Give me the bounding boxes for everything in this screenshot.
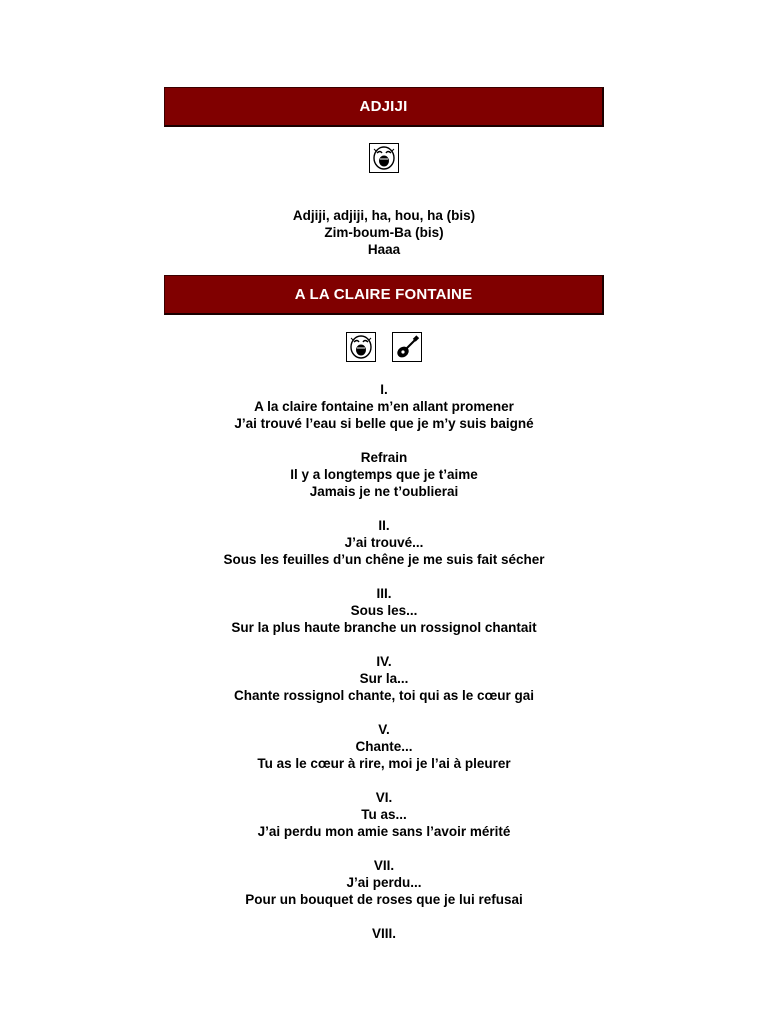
lyric-blank-line bbox=[0, 840, 768, 857]
lyric-blank-line bbox=[0, 568, 768, 585]
song-title-a-la-claire-fontaine bbox=[164, 275, 604, 315]
lyric-line: Il y a longtemps que je t’aime bbox=[290, 467, 478, 482]
lyric-line: Chante rossignol chante, toi qui as le cœur gai bbox=[233, 688, 535, 703]
lyric-blank-line bbox=[0, 908, 768, 925]
song-icons-a-la-claire-fontaine bbox=[0, 332, 768, 362]
lyric-line: J’ai trouvé l’eau si belle que je m’y suis baigné bbox=[234, 416, 534, 431]
lyric-line: III. bbox=[376, 586, 392, 601]
lyric-blank-line bbox=[0, 704, 768, 721]
song-lyrics-a-la-claire-fontaine bbox=[0, 381, 768, 942]
singing-face-icon bbox=[346, 332, 376, 362]
lyric-line: VIII. bbox=[371, 926, 396, 941]
lyric-line: V. bbox=[378, 722, 390, 737]
lyric-blank-line bbox=[0, 432, 768, 449]
lyric-line: VII. bbox=[373, 858, 395, 873]
lyric-line: Sous les... bbox=[350, 603, 418, 618]
song-lyrics-adjiji bbox=[0, 207, 768, 258]
lyric-line: Chante... bbox=[355, 739, 413, 754]
lyric-blank-line bbox=[0, 772, 768, 789]
lyric-line: Tu as le cœur à rire, moi je l’ai à pleurer bbox=[257, 756, 511, 771]
lyric-blank-line bbox=[0, 500, 768, 517]
lyric-line: Haaa bbox=[367, 242, 401, 257]
lyric-line: J’ai perdu mon amie sans l’avoir mérité bbox=[257, 824, 511, 839]
lyric-line: I. bbox=[380, 382, 388, 397]
lyric-line: Refrain bbox=[360, 450, 408, 465]
song-title: A LA CLAIRE FONTAINE bbox=[294, 286, 473, 303]
lyric-line: Adjiji, adjiji, ha, hou, ha (bis) bbox=[292, 208, 476, 223]
lyric-line: Pour un bouquet de roses que je lui refusai bbox=[245, 892, 523, 907]
lyric-line: IV. bbox=[376, 654, 392, 669]
lyric-line: VI. bbox=[375, 790, 393, 805]
lyric-line: Sous les feuilles d’un chêne je me suis fait sécher bbox=[223, 552, 545, 567]
singing-face-icon bbox=[369, 143, 399, 173]
lyric-line: Sur la... bbox=[359, 671, 409, 686]
lyric-blank-line bbox=[0, 636, 768, 653]
lyric-line: Sur la plus haute branche un rossignol chantait bbox=[231, 620, 537, 635]
song-title-adjiji bbox=[164, 87, 604, 127]
lyric-line: Jamais je ne t’oublierai bbox=[309, 484, 459, 499]
lyric-line: J’ai trouvé... bbox=[344, 535, 424, 550]
song-icons-adjiji bbox=[0, 143, 768, 173]
song-title: ADJIJI bbox=[359, 98, 408, 115]
lyric-line: J’ai perdu... bbox=[346, 875, 422, 890]
lyric-line: A la claire fontaine m’en allant promener bbox=[254, 399, 514, 414]
lyric-line: Zim-boum-Ba (bis) bbox=[324, 225, 444, 240]
lyric-line: Tu as... bbox=[361, 807, 407, 822]
lyric-line: II. bbox=[378, 518, 390, 533]
guitar-icon bbox=[392, 332, 422, 362]
